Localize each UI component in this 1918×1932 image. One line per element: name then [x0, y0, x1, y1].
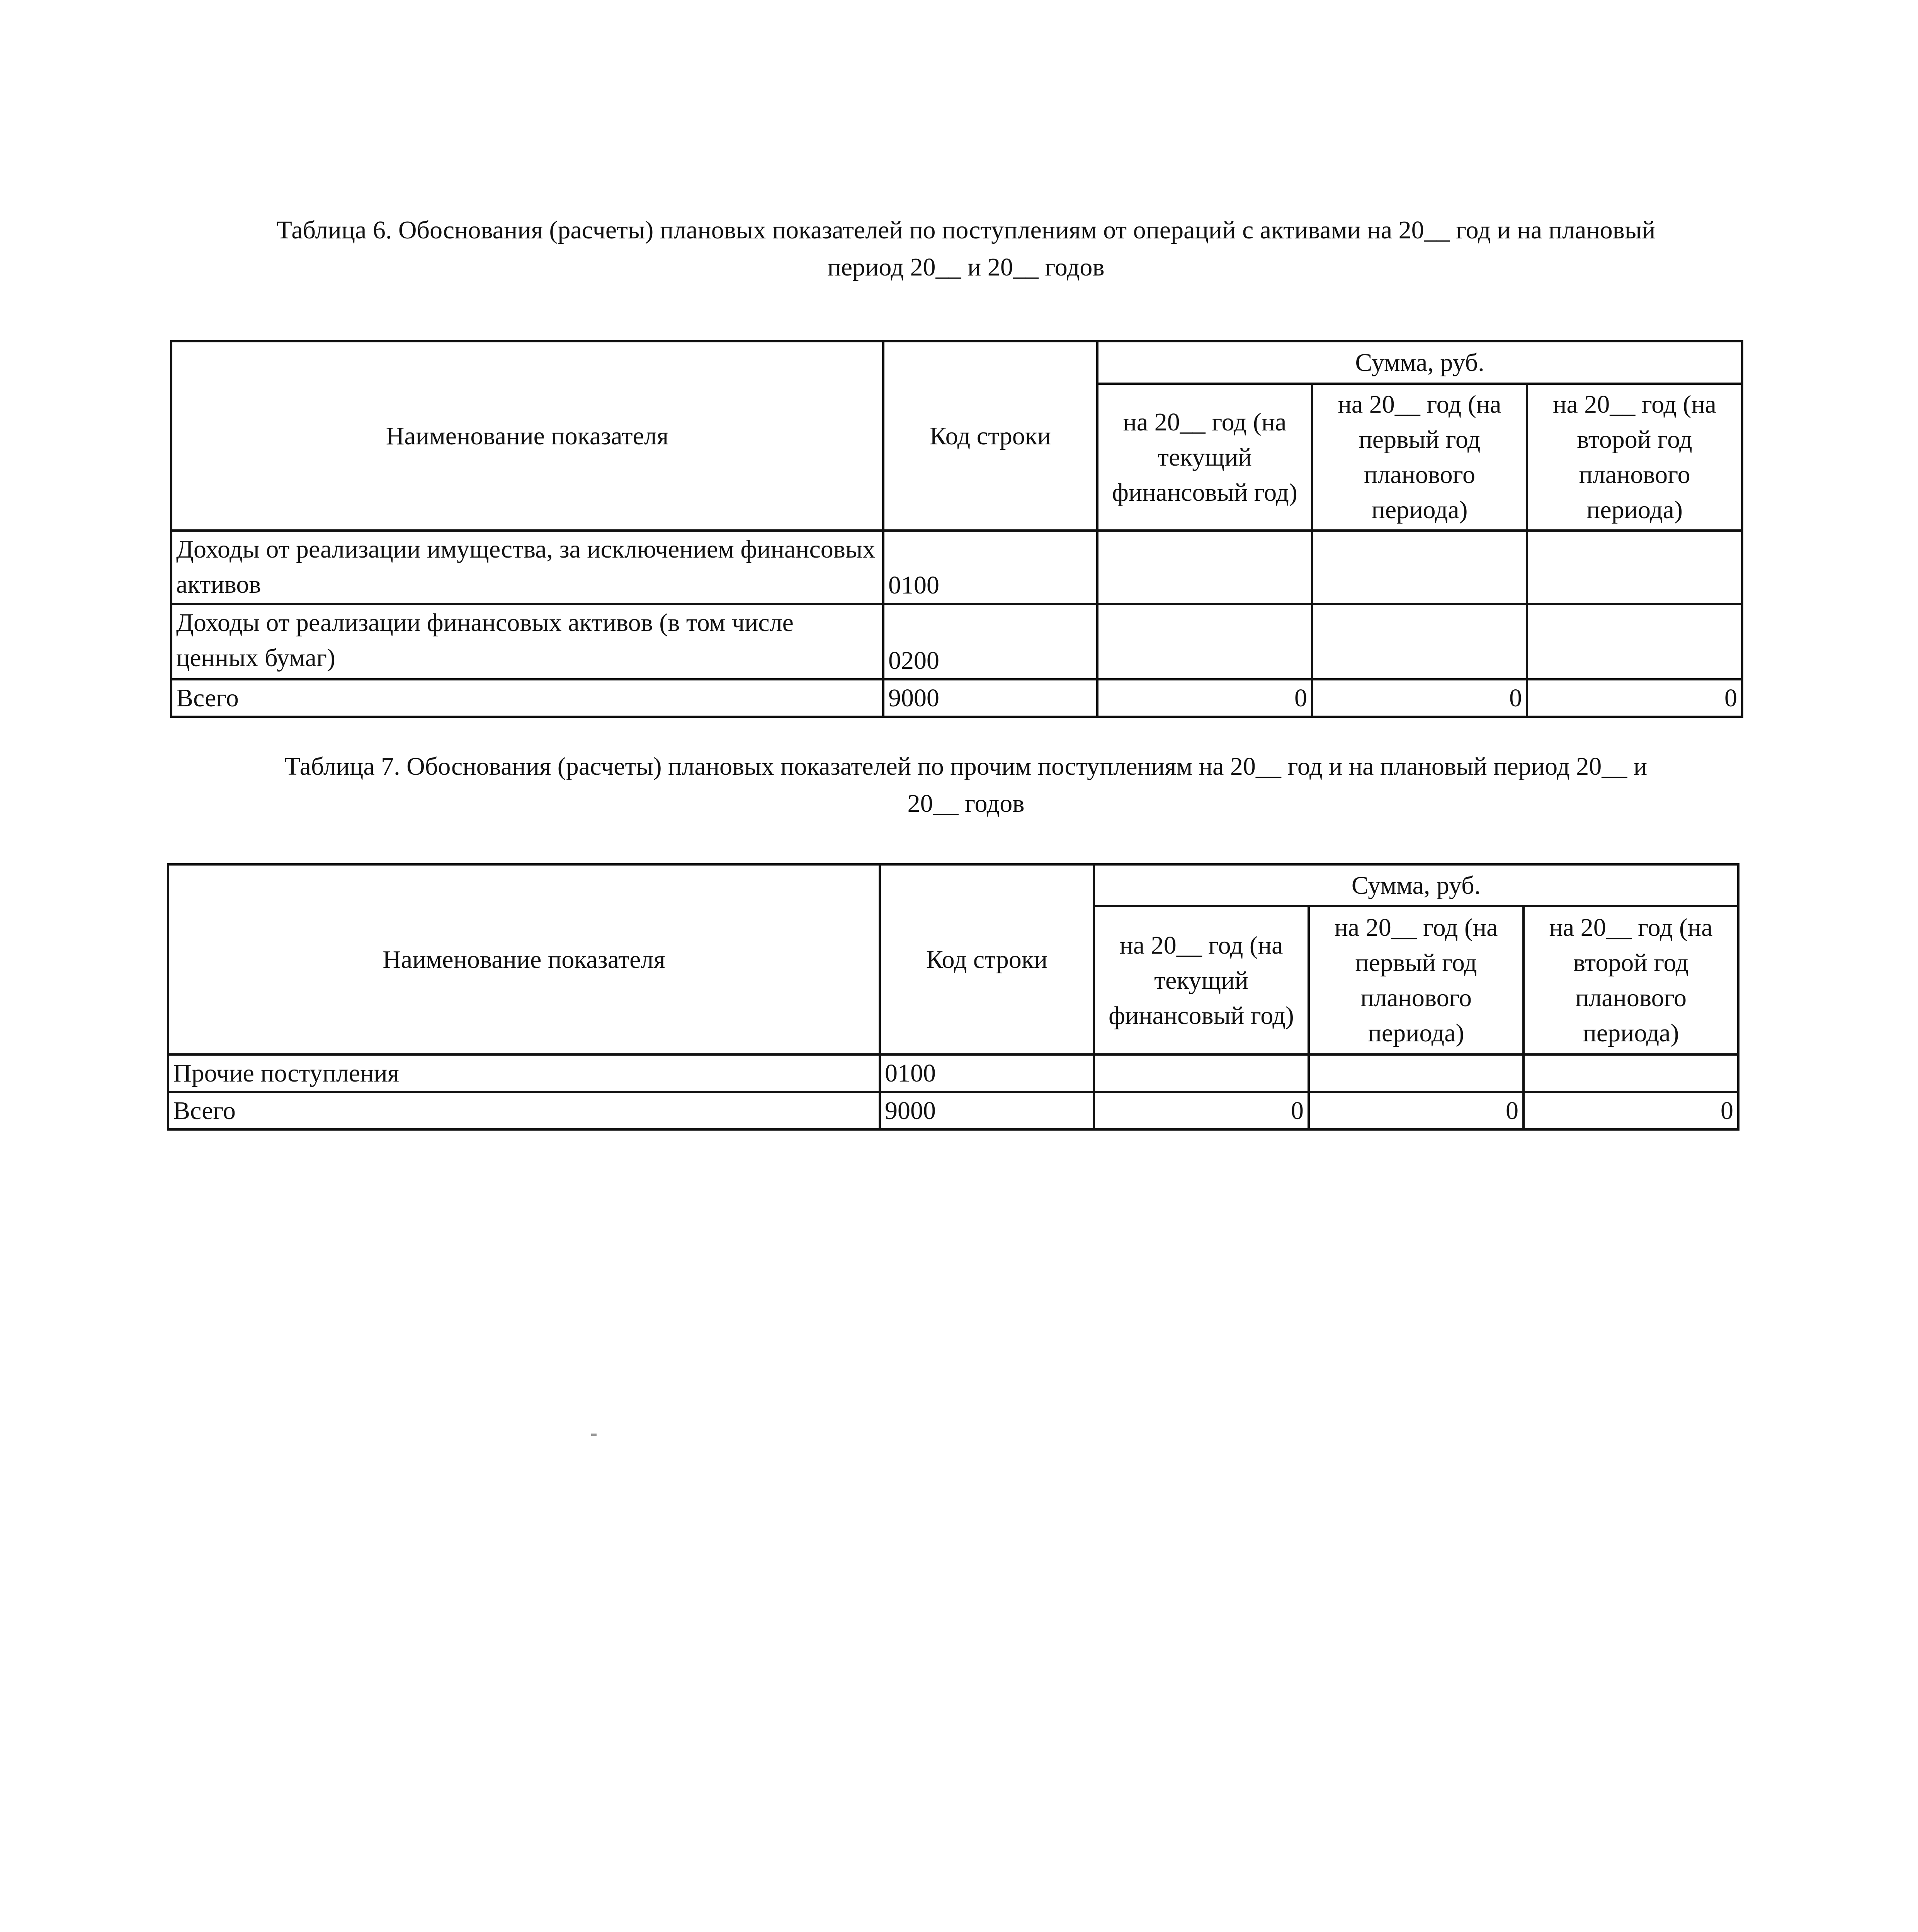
row-value-col2: 0	[1312, 679, 1527, 717]
row-code: 0200	[883, 604, 1097, 679]
row-code: 9000	[880, 1092, 1094, 1129]
table6-header-col2: на 20__ год (на первый год планового периода)	[1312, 384, 1527, 531]
table-row	[168, 1054, 1738, 1092]
table7-caption-line1: Таблица 7. Обоснования (расчеты) плановых показателей по прочим поступлениям на 20__ год и на плановый период 20__ и	[284, 752, 1648, 781]
table6-header-sum: Сумма, руб.	[1097, 341, 1742, 384]
table-row-total	[171, 679, 1742, 717]
table7-header-name: Наименование показателя	[168, 864, 880, 1054]
table7-header-row-1	[168, 864, 1738, 906]
table7	[167, 863, 1739, 1131]
row-value-col3: 0	[1527, 679, 1742, 717]
table7-header-sum: Сумма, руб.	[1094, 864, 1738, 906]
row-value-col2: 0	[1309, 1092, 1524, 1129]
row-name: Прочие поступления	[168, 1054, 880, 1092]
row-value-col1: 0	[1097, 679, 1312, 717]
scan-speck	[591, 1434, 597, 1436]
table6-header-code: Код строки	[883, 341, 1097, 531]
row-code: 9000	[883, 679, 1097, 717]
row-value-col3	[1524, 1054, 1738, 1092]
table-row-total	[168, 1092, 1738, 1129]
table6-caption	[193, 212, 1739, 286]
table6-header-col3: на 20__ год (на второй год планового периода)	[1527, 384, 1742, 531]
row-value-col1	[1097, 604, 1312, 679]
table6-header-row-1	[171, 341, 1742, 384]
row-value-col1	[1094, 1054, 1309, 1092]
row-value-col1	[1097, 531, 1312, 604]
row-name: Всего	[171, 679, 883, 717]
table6	[170, 340, 1743, 718]
table6-header-col1: на 20__ год (на текущий финансовый год)	[1097, 384, 1312, 531]
table7-caption	[193, 748, 1739, 822]
row-value-col2	[1312, 604, 1527, 679]
table7-header-col1: на 20__ год (на текущий финансовый год)	[1094, 906, 1309, 1054]
row-name: Всего	[168, 1092, 880, 1129]
table6-header-name: Наименование показателя	[171, 341, 883, 531]
row-name: Доходы от реализации финансовых активов (в том числе ценных бумаг)	[171, 604, 883, 679]
row-value-col2	[1312, 531, 1527, 604]
row-value-col1: 0	[1094, 1092, 1309, 1129]
table7-caption-line2: 20__ годов	[907, 789, 1025, 818]
table7-header-code: Код строки	[880, 864, 1094, 1054]
row-value-col3	[1527, 604, 1742, 679]
table-row	[171, 604, 1742, 679]
table6-caption-line1: Таблица 6. Обоснования (расчеты) плановых показателей по поступлениям от операций с активами на 20__ год и на плановый	[276, 216, 1656, 244]
table7-header-col2: на 20__ год (на первый год планового периода)	[1309, 906, 1524, 1054]
row-value-col2	[1309, 1054, 1524, 1092]
row-value-col3	[1527, 531, 1742, 604]
table-row	[171, 531, 1742, 604]
row-name: Доходы от реализации имущества, за исключением финансовых активов	[171, 531, 883, 604]
row-code: 0100	[880, 1054, 1094, 1092]
table6-caption-line2: период 20__ и 20__ годов	[827, 253, 1105, 281]
row-value-col3: 0	[1524, 1092, 1738, 1129]
table7-header-col3: на 20__ год (на второй год планового периода)	[1524, 906, 1738, 1054]
row-code: 0100	[883, 531, 1097, 604]
